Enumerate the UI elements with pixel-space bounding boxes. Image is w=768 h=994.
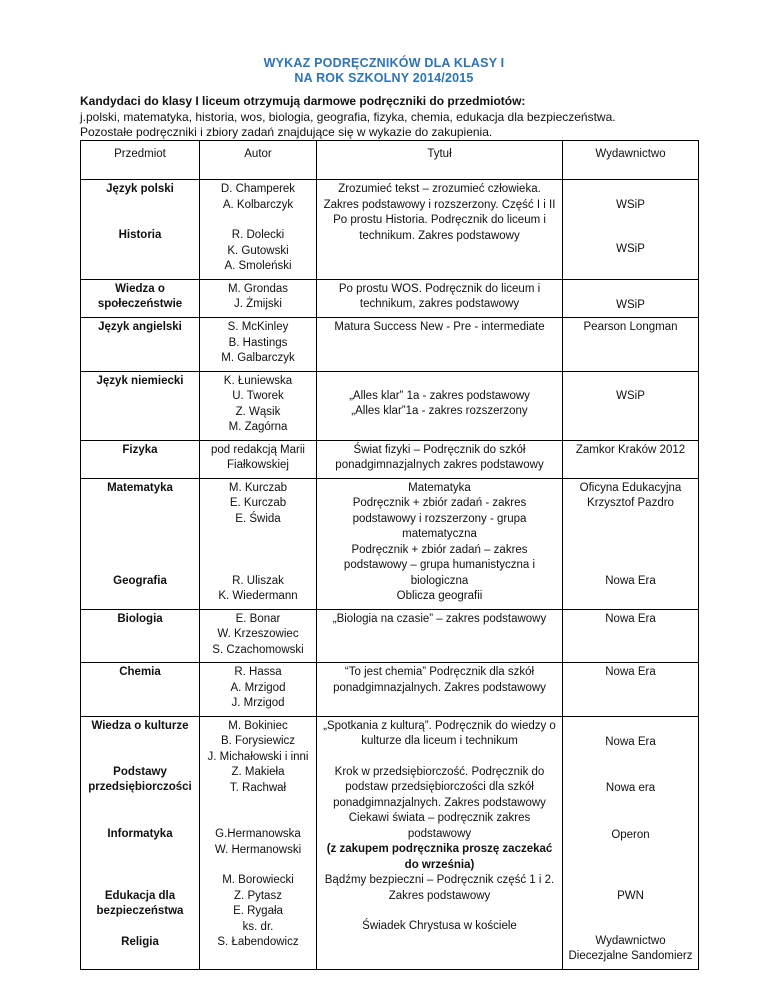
subject-pp: Podstawy przedsiębiorczości: [88, 765, 192, 793]
header-publisher: Wydawnictwo: [563, 141, 699, 180]
author-wok: M. Bokiniec B. Forysiewicz J. Michałowski i inni: [207, 719, 309, 763]
textbook-table: [80, 140, 699, 970]
title-niemiecki-cell: [317, 371, 563, 440]
publisher-cell: [563, 478, 699, 609]
title-cell: [317, 478, 563, 609]
table-row: [81, 318, 699, 372]
publisher-niemiecki-cell: [563, 371, 699, 440]
subject-edb: Edukacja dla bezpieczeństwa: [96, 889, 184, 917]
publisher-polski: WSiP: [616, 199, 645, 211]
publisher-angielski: Pearson Longman: [563, 318, 699, 372]
publisher-niemiecki: WSiP: [616, 389, 645, 402]
publisher-pp: Nowa era: [605, 781, 656, 794]
title-edb: Bądźmy bezpieczni – Podręcznik część 1 i 2. Zakres podstawowy: [324, 874, 555, 902]
author-niemiecki: K. Łuniewska U. Tworek Z. Wąsik M. Zagórna: [200, 371, 317, 440]
publisher-historia: WSiP: [616, 243, 645, 255]
subject-cell: [81, 716, 200, 969]
intro-line3: Pozostałe podręczniki i zbiory zadań znajdujące się w wykazie do zakupienia.: [80, 125, 493, 139]
title-informatyka: Ciekawi świata – podręcznik zakres podstawowy: [348, 812, 531, 840]
author-edb: M. Borowiecki Z. Pytasz E. Rygała: [222, 874, 294, 917]
publisher-biologia: Nowa Era: [563, 609, 699, 663]
author-matematyka: M. Kurczab E. Kurczab E. Świda: [228, 481, 288, 525]
table-row: [81, 279, 699, 318]
subject-biologia: Biologia: [81, 609, 200, 663]
publisher-cell: [563, 180, 699, 280]
author-religia: ks. dr. S. Łabendowicz: [217, 920, 299, 948]
subject-wok: Wiedza o kulturze: [91, 719, 189, 732]
subject-matematyka: Matematyka: [107, 481, 173, 494]
intro-text: [80, 94, 720, 141]
author-historia: R. Dolecki K. Gutowski A. Smoleński: [224, 229, 292, 272]
subject-fizyka: Fizyka: [81, 440, 200, 478]
page-title-line1: WYKAZ PODRĘCZNIKÓW DLA KLASY I: [263, 56, 505, 70]
subject-polski: Język polski: [106, 183, 174, 195]
title-cell: [317, 180, 563, 280]
publisher-chemia: Nowa Era: [563, 663, 699, 717]
author-wos: M. Grondas J. Żmijski: [200, 279, 317, 318]
table-row: [81, 478, 699, 609]
subject-niemiecki: Język niemiecki: [81, 371, 200, 440]
title-fizyka: Świat fizyki – Podręcznik do szkół ponadgimnazjalnych zakres podstawowy: [317, 440, 563, 478]
title-pp: Krok w przedsiębiorczość. Podręcznik do podstaw przedsiębiorczości dla szkół ponadgimnazjalnych. Zakres podstawowy: [333, 765, 546, 809]
publisher-wos: [563, 279, 699, 318]
title-cell: [317, 716, 563, 969]
publisher-edb: PWN: [617, 889, 644, 902]
author-pp: Z. Makieła T. Rachwał: [229, 766, 287, 794]
title-wok: „Spotkania z kulturą”. Podręcznik do wiedzy o kulturze dla liceum i technikum: [323, 719, 556, 747]
publisher-religia: Wydawnictwo Diecezjalne Sandomierz: [568, 934, 693, 962]
title-geografia: Oblicza geografii: [396, 590, 483, 602]
table-row: [81, 180, 699, 280]
subject-wos: Wiedza o społeczeństwie: [81, 279, 200, 318]
subject-cell: [81, 478, 200, 609]
header-title: Tytuł: [317, 141, 563, 180]
title-historia: Po prostu Historia. Podręcznik do liceum i technikum. Zakres podstawowy: [333, 214, 546, 242]
title-matematyka: Matematyka Podręcznik + zbiór zadań - zakres podstawowy i rozszerzony - grupa matematyczna Podręcznik + zbiór zadań – zakres podstawowy – grupa humanistyczna i biologiczna: [343, 481, 536, 587]
subject-angielski: Język angielski: [81, 318, 200, 372]
author-angielski: S. McKinley B. Hastings M. Galbarczyk: [200, 318, 317, 372]
publisher-informatyka: Operon: [611, 828, 650, 841]
publisher-wok: Nowa Era: [605, 735, 656, 748]
author-informatyka: G.Hermanowska W. Hermanowski: [214, 828, 302, 856]
subject-geografia: Geografia: [113, 574, 167, 587]
subject-informatyka: Informatyka: [107, 827, 173, 840]
title-informatyka-note: (z zakupem podręcznika proszę zaczekać do września): [326, 843, 553, 871]
table-row: [81, 663, 699, 717]
publisher-cell: [563, 716, 699, 969]
author-biologia: E. Bonar W. Krzeszowiec S. Czachomowski: [200, 609, 317, 663]
publisher-matematyka: Oficyna Edukacyjna Krzysztof Pazdro: [579, 481, 682, 509]
title-polski: Zrozumieć tekst – zrozumieć człowieka. Zakres podstawowy i rozszerzony. Część I i II: [323, 183, 556, 211]
title-biologia: „Biologia na czasie” – zakres podstawowy: [317, 609, 563, 663]
author-cell: [200, 716, 317, 969]
intro-line2: j.polski, matematyka, historia, wos, biologia, geografia, fizyka, chemia, edukacja dla bezpieczeństwa.: [80, 109, 616, 124]
publisher-wos-text: WSiP: [616, 298, 645, 311]
table-row: [81, 371, 699, 440]
table-row: [81, 440, 699, 478]
header-subject: Przedmiot: [81, 141, 200, 180]
author-geografia: R. Uliszak K. Wiedermann: [218, 574, 298, 602]
subject-cell: [81, 180, 200, 280]
title-wos: Po prostu WOS. Podręcznik do liceum i technikum, zakres podstawowy: [317, 279, 563, 318]
subject-chemia: Chemia: [81, 663, 200, 717]
author-polski: D. Champerek A. Kolbarczyk: [220, 183, 296, 211]
title-religia: Świadek Chrystusa w kościele: [362, 920, 517, 932]
subject-historia: Historia: [118, 229, 162, 241]
page-title-line2: NA ROK SZKOLNY 2014/2015: [294, 71, 474, 85]
author-fizyka: pod redakcją Marii Fiałkowskiej: [200, 440, 317, 478]
header-author: Autor: [200, 141, 317, 180]
table-header-row: [81, 141, 699, 180]
title-niemiecki: „Alles klar” 1a - zakres podstawowy „Alles klar”1a - zakres rozszerzony: [349, 389, 530, 417]
author-cell: [200, 478, 317, 609]
intro-line1: Kandydaci do klasy I liceum otrzymują darmowe podręczniki do przedmiotów:: [80, 94, 526, 108]
publisher-fizyka: Zamkor Kraków 2012: [563, 440, 699, 478]
author-chemia: R. Hassa A. Mrzigod J. Mrzigod: [200, 663, 317, 717]
table-row: [81, 609, 699, 663]
author-cell: [200, 180, 317, 280]
subject-religia: Religia: [121, 935, 159, 948]
table-row: [81, 716, 699, 969]
title-chemia: “To jest chemia” Podręcznik dla szkół ponadgimnazjalnych. Zakres podstawowy: [317, 663, 563, 717]
title-angielski: Matura Success New - Pre - intermediate: [317, 318, 563, 372]
publisher-geografia: Nowa Era: [605, 574, 656, 587]
